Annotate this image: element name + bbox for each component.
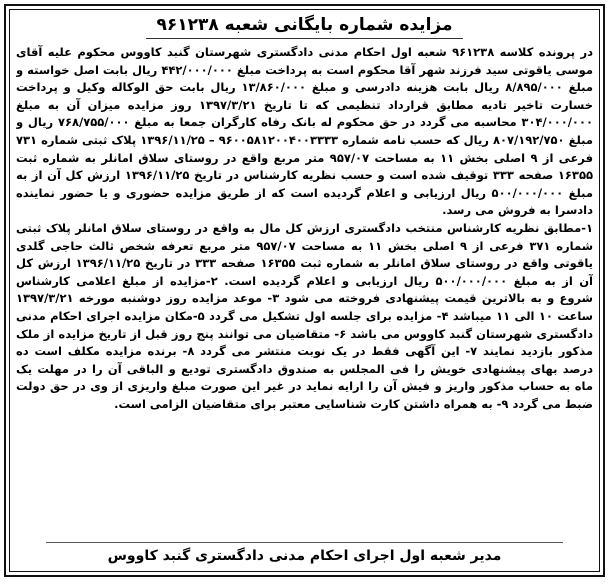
notice-signature: مدیر شعبه اول اجرای احکام مدنی دادگستری گنبد کاووس: [107, 548, 502, 564]
title-divider: [146, 38, 463, 39]
notice-paragraph-terms: ۱-مطابق نظریه کارشناس منتخب دادگستری ارزش کل مال به واقع در روستای سلاق امانلر پلاک ثبتی شماره ۳۷۱ فرعی از ۹ اصلی بخش ۱۱ به مساحت ۹۵۷/۰۷ متر مربع تعرفه شخص ثالث حاجی گلدی یاقوتی واقع در روستای سلاق امانلر به شماره ثبت ۱۶۳۵۵ صفحه ۳۳۳ در تاریخ ۱۳۹۶/۱۱/۲۵ ارزش کل آن از به مبلغ ۵۰۰/۰۰۰/۰۰۰ ریال ارزیابی و اعلام گردیده است. ۲-مزایده از مبلغ اعلامی کارشناس شروع و به بالاترین قیمت پیشنهادی فروخته می شود ۳- موعد مزایده روز دوشنبه مورخه ۱۳۹۷/۳/۲۱ ساعت ۱۰ الی ۱۱ میباشد ۴- مزایده برای جلسه اول تشکیل می گردد ۵-مکان مزایده اجرای احکام مدنی دادگستری شهرستان گنبد کاووس می باشد ۶- متقاضیان می توانند پنج روز قبل از تاریخ مزایده از ملک مذکور بازدید نمایند ۷- این آگهی فقط در یک نوبت منتشر می گردد ۸- برنده مزایده مکلف است ده درصد بهای پیشنهادی خویش را فی المجلس به صندوق دادگستری تودیع و الباقی آن را در مهلت یک ماه به حساب مذکور واریز و فیش آن را ارایه نماید در غیر این صورت مبلغ واریزی از وی در حق دولت ضبط می گردد ۹- به همراه داشتن کارت شناسایی معتبر برای متقاضیان الزامی است.: [16, 220, 593, 411]
notice-paragraph-intro: در پرونده کلاسه ۹۶۱۲۳۸ شعبه اول احکام مدنی دادگستری شهرستان گنبد کاووس محکوم علیه آقای موسی یاقوتی سید فرزند شهر آقا محکوم است به پرداخت مبلغ ۴۴۲/۰۰۰/۰۰۰ ریال بابت اصل خواسته و مبلغ ۸/۸۹۵/۰۰۰ ریال بابت هزینه دادرسی و مبلغ ۱۳/۸۶۰/۰۰۰ ریال بابت حق الوکاله وکیل و پرداخت خسارت تاخیر تادیه مطابق قرارداد تنظیمی که تا تاریخ ۱۳۹۷/۳/۲۱ روز مزایده میزان آن به مبلغ ۳۰۴/۰۰۰/۰۰۰ محاسبه می گردد در حق محکوم له بانک رفاه کارگران جمعا به مبلغ ۷۶۸/۷۵۵/۰۰۰ ریال و مبلغ ۸۰۷/۱۹۲/۷۵۰ ریال که حسب نامه شماره ۹۶۰۰۵۸۱۲۰۰۴۰۰۳۳۳۳ – ۱۳۹۶/۱۱/۲۵ پلاک ثبتی شماره ۷۳۱ فرعی از ۹ اصلی بخش ۱۱ به مساحت ۹۵۷/۰۷ متر مربع واقع در روستای سلاق امانلر به شماره ثبت ۱۶۳۵۵ صفحه ۳۳۳ توقیف شده است و حسب نظریه کارشناس در تاریخ ۱۳۹۶/۱۱/۲۵ ارزش کل آن از به مبلغ ۵۰۰/۰۰۰/۰۰۰ ریال ارزیابی و اعلام گردیده است که از طریق مزایده حضوری و یا حضور نماینده دادسرا به فروش می رسد.: [16, 45, 593, 218]
notice-body: [16, 44, 593, 544]
auction-notice-box: [4, 4, 605, 577]
signature-divider: [46, 542, 563, 543]
notice-title: مزایده شماره بایگانی شعبه ۹۶۱۲۳۸: [156, 15, 453, 35]
